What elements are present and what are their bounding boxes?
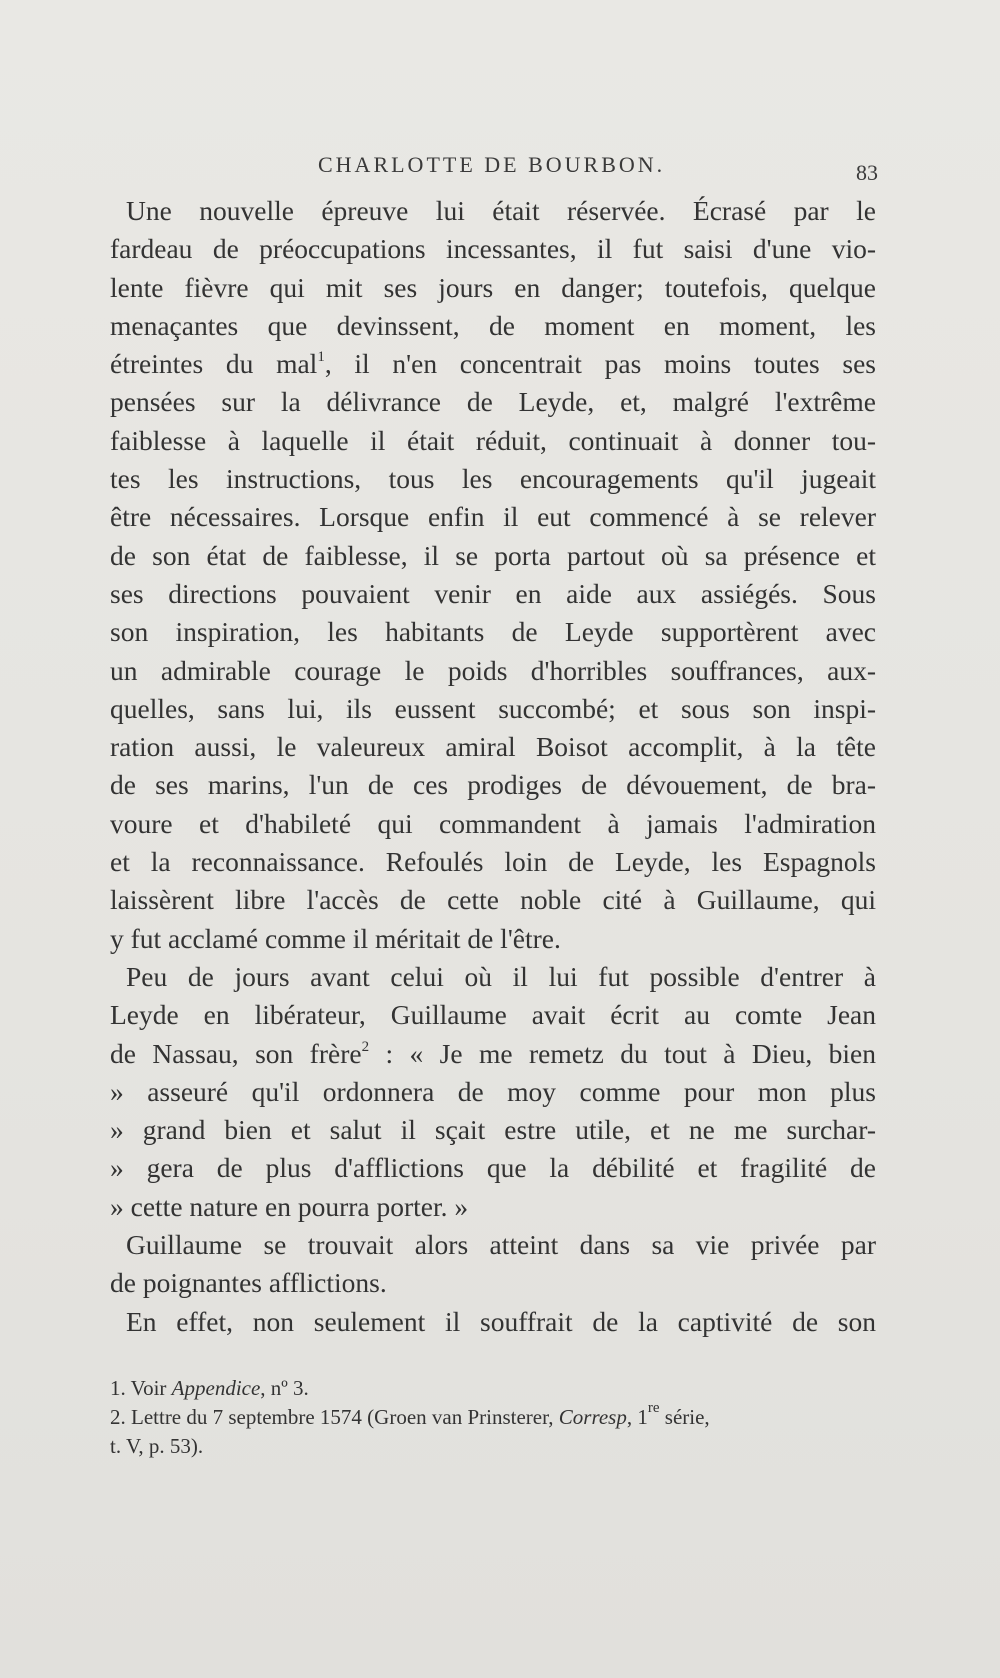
text-line: laissèrent libre l'accès de cette noble cité à Guillaume, qui — [110, 884, 876, 916]
text-line: Peu de jours avant celui où il lui fut possible d'entrer à — [126, 960, 876, 992]
text-line: y fut acclamé comme il méritait de l'être. — [110, 922, 561, 954]
footnotes — [110, 1374, 876, 1461]
text-fragment: de Nassau, son frère — [110, 1037, 362, 1069]
body-text — [110, 192, 876, 1341]
text-line: ration aussi, le valeureux amiral Boisot accomplit, à la tête — [110, 731, 876, 763]
text-line — [110, 345, 876, 383]
text-line: En effet, non seulement il souffrait de la captivité de son — [126, 1305, 876, 1337]
quote-line: » cette nature en pourra porter. » — [110, 1190, 469, 1222]
text-line: Leyde en libérateur, Guillaume avait écrit au comte Jean — [110, 999, 876, 1031]
footnote-text: , 1 — [626, 1405, 648, 1429]
footnote-mark: 1 — [317, 349, 325, 366]
footnote-text: 1. Voir — [110, 1376, 172, 1400]
text-line: ses directions pouvaient venir en aide aux assiégés. Sous — [110, 577, 876, 609]
quote-line: » grand bien et salut il sçait estre utile, et ne me surchar- — [110, 1114, 876, 1146]
running-title: CHARLOTTE DE BOURBON. — [318, 152, 666, 177]
text-line: son inspiration, les habitants de Leyde supportèrent avec — [110, 616, 876, 648]
footnote-2 — [110, 1400, 876, 1432]
text-line: fardeau de préoccupations incessantes, il fut saisi d'une vio- — [110, 233, 876, 265]
quote-line: » asseuré qu'il ordonnera de moy comme pour mon plus — [110, 1075, 876, 1107]
text-line: être nécessaires. Lorsque enfin il eut commencé à se relever — [110, 501, 876, 533]
page-header — [110, 148, 878, 188]
text-line: de ses marins, l'un de ces prodiges de dévouement, de bra- — [110, 769, 876, 801]
text-line: quelles, sans lui, ils eussent succombé; et sous son inspi- — [110, 692, 876, 724]
text-line: menaçantes que devinssent, de moment en moment, les — [110, 309, 876, 341]
footnote-2-continued: t. V, p. 53). — [110, 1434, 204, 1458]
footnote-superscript: re — [647, 1400, 660, 1416]
text-line: tes les instructions, tous les encouragements qu'il jugeait — [110, 463, 876, 495]
text-fragment: : « Je me remetz du tout à Dieu, bien — [369, 1037, 876, 1069]
text-line: pensées sur la délivrance de Leyde, et, malgré l'extrême — [110, 386, 876, 418]
text-fragment: étreintes du mal — [110, 348, 318, 380]
text-line: et la reconnaissance. Refoulés loin de Leyde, les Espagnols — [110, 846, 876, 878]
text-line: Une nouvelle épreuve lui était réservée. Écrasé par le — [126, 195, 876, 226]
footnote-1 — [110, 1374, 876, 1403]
text-line: un admirable courage le poids d'horribles souffrances, aux- — [110, 654, 876, 686]
text-line: de son état de faiblesse, il se porta partout où sa présence et — [110, 539, 876, 571]
quote-line: » gera de plus d'afflictions que la débilité et fragilité de — [110, 1152, 876, 1184]
text-line: faiblesse à laquelle il était réduit, continuait à donner tou- — [110, 424, 876, 456]
footnote-text: 2. Lettre du 7 septembre 1574 (Groen van Prinsterer, — [110, 1405, 559, 1429]
page-number: 83 — [856, 160, 878, 185]
footnote-italic: Appendice — [171, 1376, 261, 1400]
text-line: Guillaume se trouvait alors atteint dans sa vie privée par — [126, 1229, 876, 1261]
footnote-mark: 2 — [361, 1038, 370, 1055]
footnote-italic: Corresp — [558, 1405, 627, 1429]
text-fragment: , il n'en concentrait pas moins toutes ses — [324, 348, 876, 380]
text-line: lente fièvre qui mit ses jours en danger; toutefois, quelque — [110, 271, 876, 303]
footnote-text: , nº 3. — [260, 1376, 309, 1400]
footnote-text: série, — [659, 1405, 710, 1429]
text-line — [110, 1035, 876, 1073]
text-line: voure et d'habileté qui commandent à jamais l'admiration — [110, 807, 876, 839]
text-line: de poignantes afflictions. — [110, 1267, 387, 1299]
